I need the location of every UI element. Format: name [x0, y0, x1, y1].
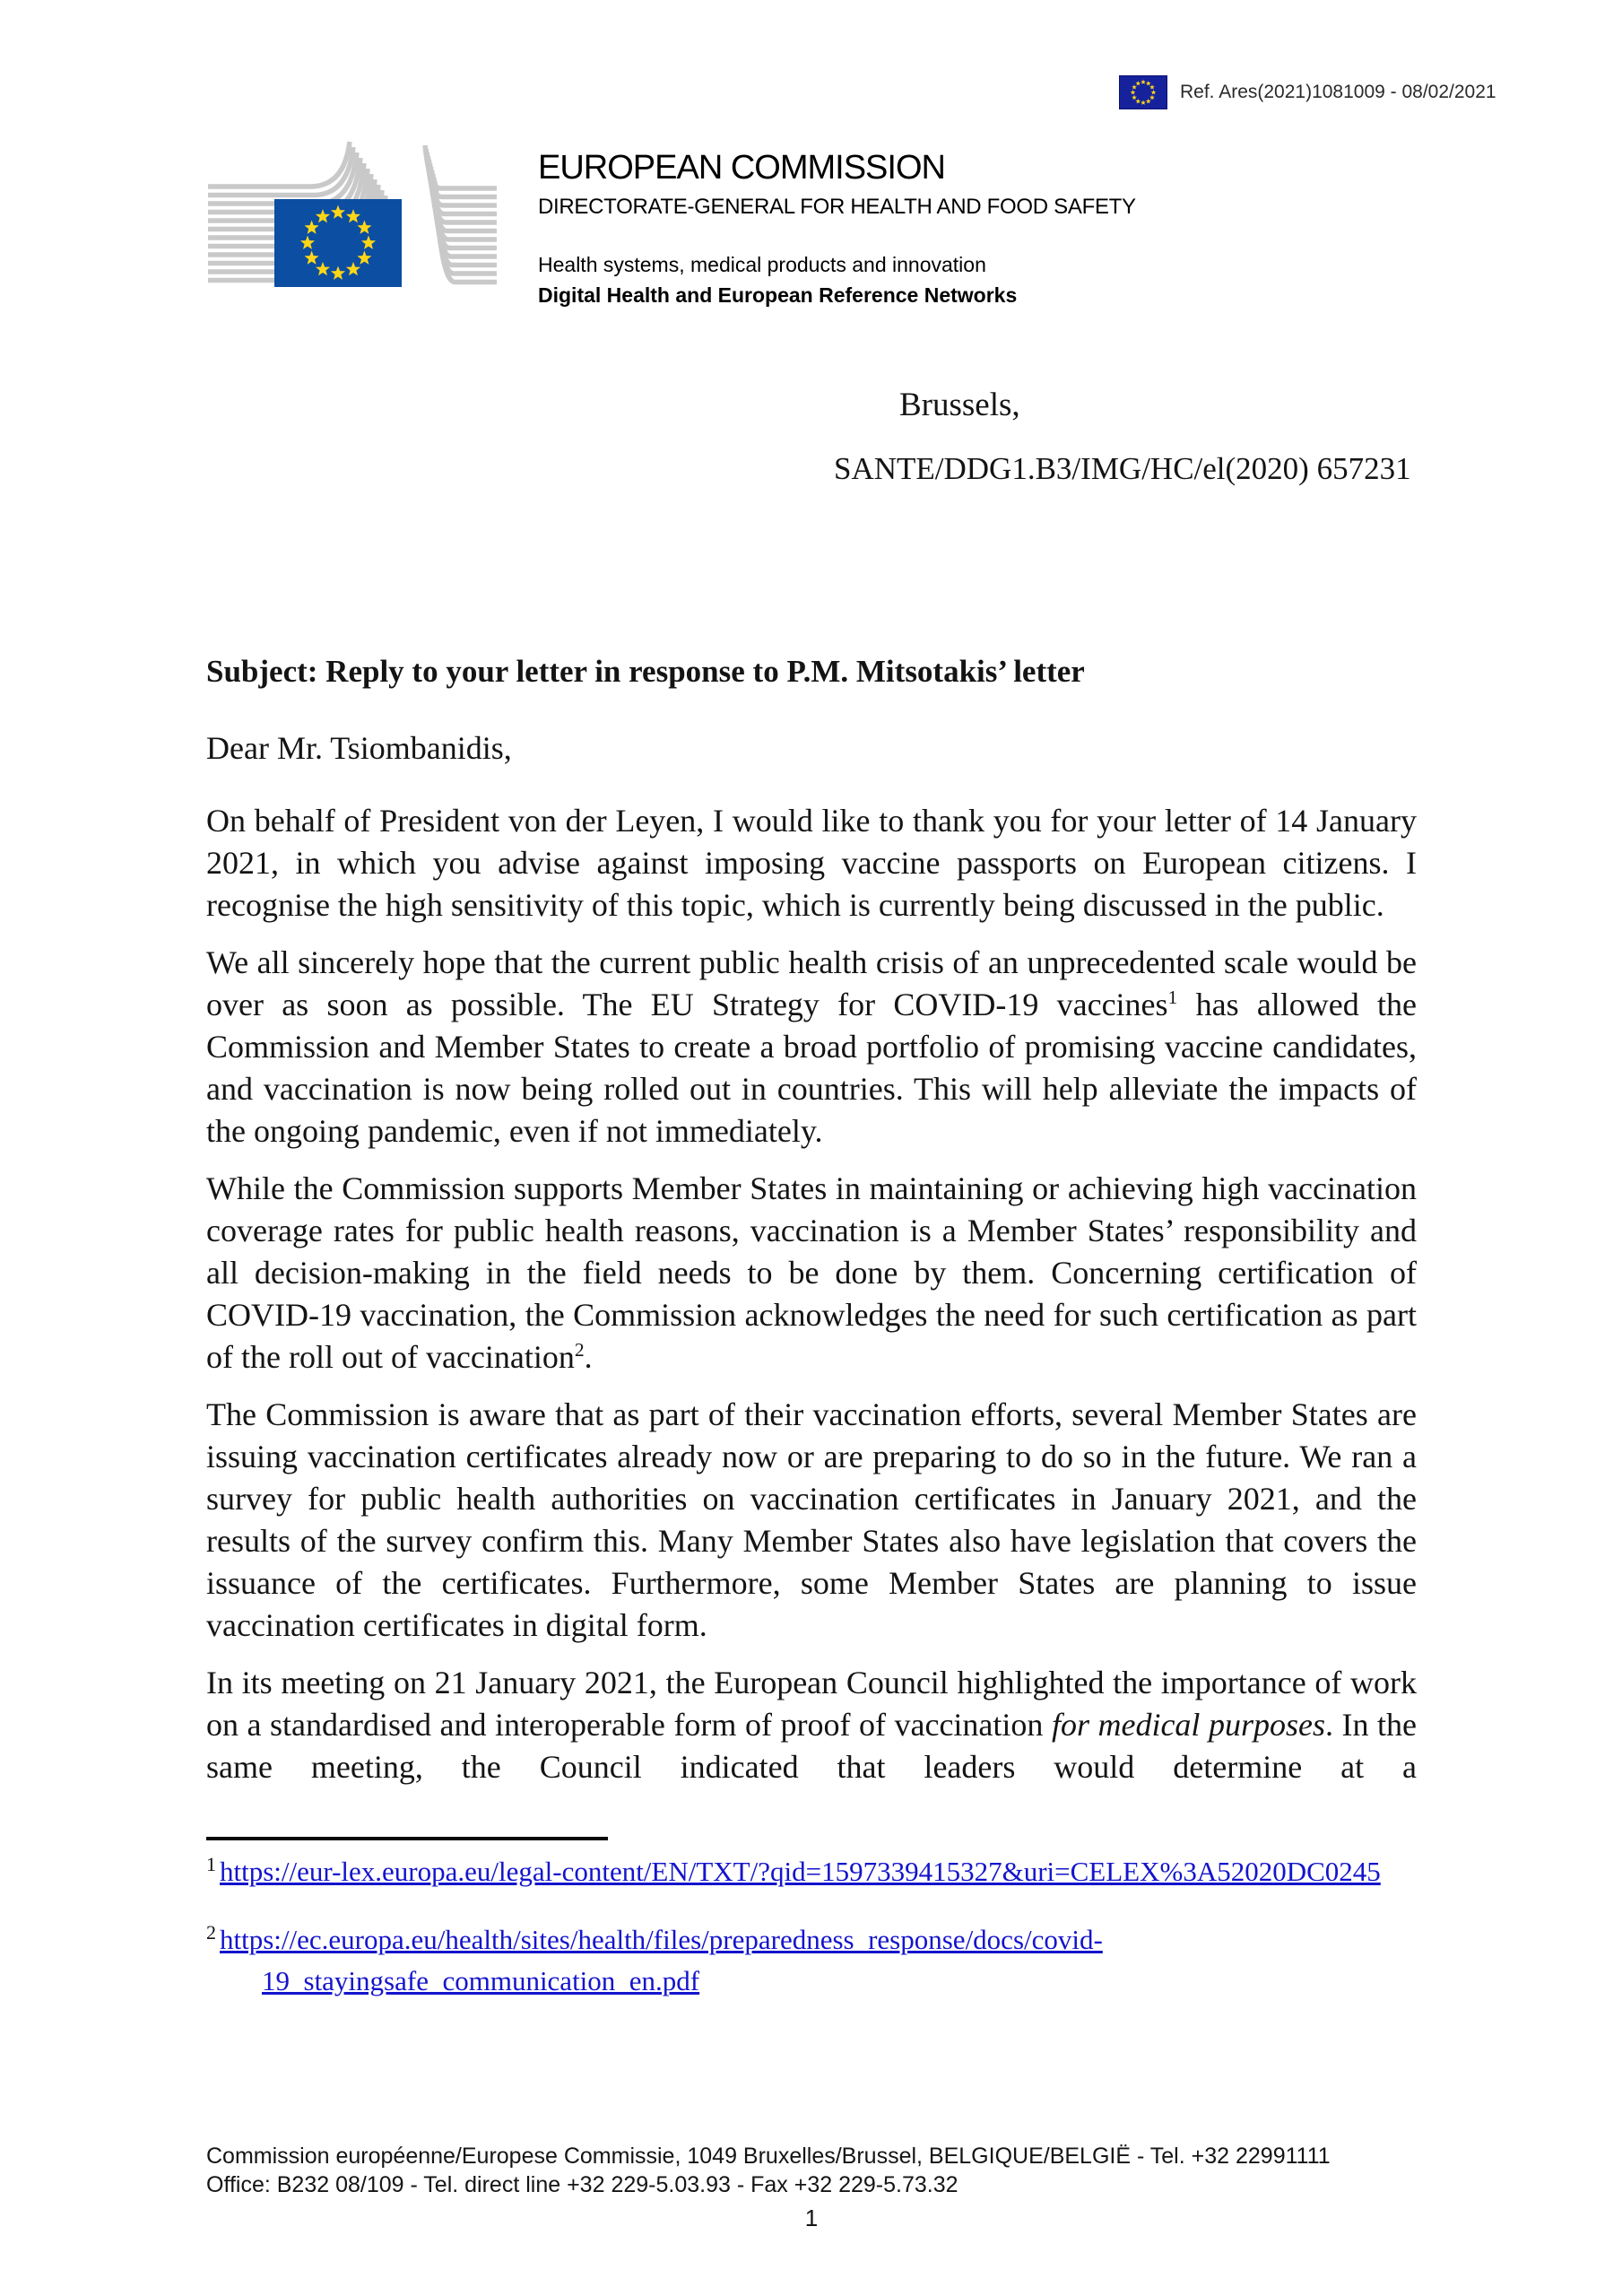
logo-stripe [208, 142, 350, 187]
ares-reference [1119, 75, 1496, 109]
footnote-link[interactable]: https://ec.europa.eu/health/sites/health/files/preparedness_response/docs/covid- 19_stayingsafe_communication_en.pdf [220, 1924, 1103, 1996]
european-commission-logo [204, 135, 500, 296]
institution-title: EUROPEAN COMMISSION [538, 149, 945, 187]
footnote [206, 1919, 1417, 2002]
text-segment: While the Commission supports Member States in maintaining or achieving high vaccination coverage rates for public health reasons, vaccination is a Member States’ responsibility and all decision-making in the field needs to be done by them. Concerning certification of COVID-19 vaccination, the Commission acknowledges the need for such certification as part of the roll out of vaccination [206, 1170, 1417, 1375]
footnote-link[interactable]: https://eur-lex.europa.eu/legal-content/EN/TXT/?qid=1597339415327&uri=CELEX%3A52020DC0245 [220, 1856, 1381, 1887]
subject-line: Subject: Reply to your letter in response to P.M. Mitsotakis’ letter [206, 654, 1085, 689]
paragraph [206, 1662, 1417, 1788]
footnotes [206, 1851, 1417, 2029]
text-segment: We all sincerely hope that the current public health crisis of an unprecedented scale would be over as soon as possible. The EU Strategy for COVID-19 vaccines [206, 944, 1417, 1022]
text-segment: has allowed the Commission and Member States to create a broad portfolio of promising vaccine candidates, and vaccination is now being rolled out in countries. This will help alleviate the impacts of the ongoing pandemic, even if not immediately. [206, 987, 1417, 1149]
paragraph [206, 1168, 1417, 1378]
place-line: Brussels, [899, 387, 1020, 423]
text-segment: In its meeting on 21 January 2021, the European Council highlighted the importance of work on a standardised and interoperable form of proof of vaccination [206, 1665, 1417, 1743]
footer-contact: Office: B232 08/109 - Tel. direct line +32 229-5.03.93 - Fax +32 229-5.73.32 [206, 2172, 958, 2197]
letter-body [206, 800, 1417, 1804]
paragraph [206, 1394, 1417, 1647]
paragraph [206, 800, 1417, 926]
eu-flag-icon [1119, 75, 1167, 109]
page-footer [206, 2142, 1417, 2199]
text-segment: . [584, 1339, 593, 1375]
registry-reference: SANTE/DDG1.B3/IMG/HC/el(2020) 657231 [834, 451, 1411, 486]
paragraph [206, 942, 1417, 1152]
text-segment: for medical purposes [1051, 1707, 1325, 1743]
letterhead [538, 151, 1136, 308]
subunit-line: Digital Health and European Reference Networks [538, 283, 1018, 307]
text-segment: On behalf of President von der Leyen, I would like to thank you for your letter of 14 January 2021, in which you advise against imposing vaccine passports on European citizens. I recognise the high sensitivity of this topic, which is currently being discussed in the public. [206, 803, 1417, 923]
footnote-marker: 2 [206, 1920, 216, 1944]
footnote-separator [206, 1837, 608, 1840]
unit-line: Health systems, medical products and innovation [538, 252, 986, 276]
salutation: Dear Mr. Tsiombanidis, [206, 730, 512, 766]
text-segment: The Commission is aware that as part of their vaccination efforts, several Member States are issuing vaccination certificates already now or are preparing to do so in the future. We ran a survey for public health authorities on vaccination certificates in January 2021, and the results of the survey confirm this. Many Member States also have legislation that covers the issuance of the certificates. Furthermore, some Member States are planning to issue vaccination certificates in digital form. [206, 1396, 1417, 1643]
footnote-ref: 1 [1167, 987, 1178, 1008]
footnote [206, 1851, 1417, 1892]
text-segment: . In the same meeting, the Council indicated that leaders would determine at a [206, 1707, 1418, 1785]
footnote-ref: 2 [574, 1339, 585, 1361]
directorate-general: DIRECTORATE-GENERAL FOR HEALTH AND FOOD SAFETY [538, 194, 1136, 219]
footnote-link-wrap: 19_stayingsafe_communication_en.pdf [262, 1965, 700, 1996]
page-number: 1 [804, 2205, 819, 2231]
footnote-marker: 1 [206, 1852, 216, 1875]
footer-address: Commission européenne/Europese Commissie, 1049 Bruxelles/Brussel, BELGIQUE/BELGIË - Tel. +32 22991111 [206, 2144, 1331, 2169]
ares-reference-text: Ref. Ares(2021)1081009 - 08/02/2021 [1180, 82, 1496, 102]
